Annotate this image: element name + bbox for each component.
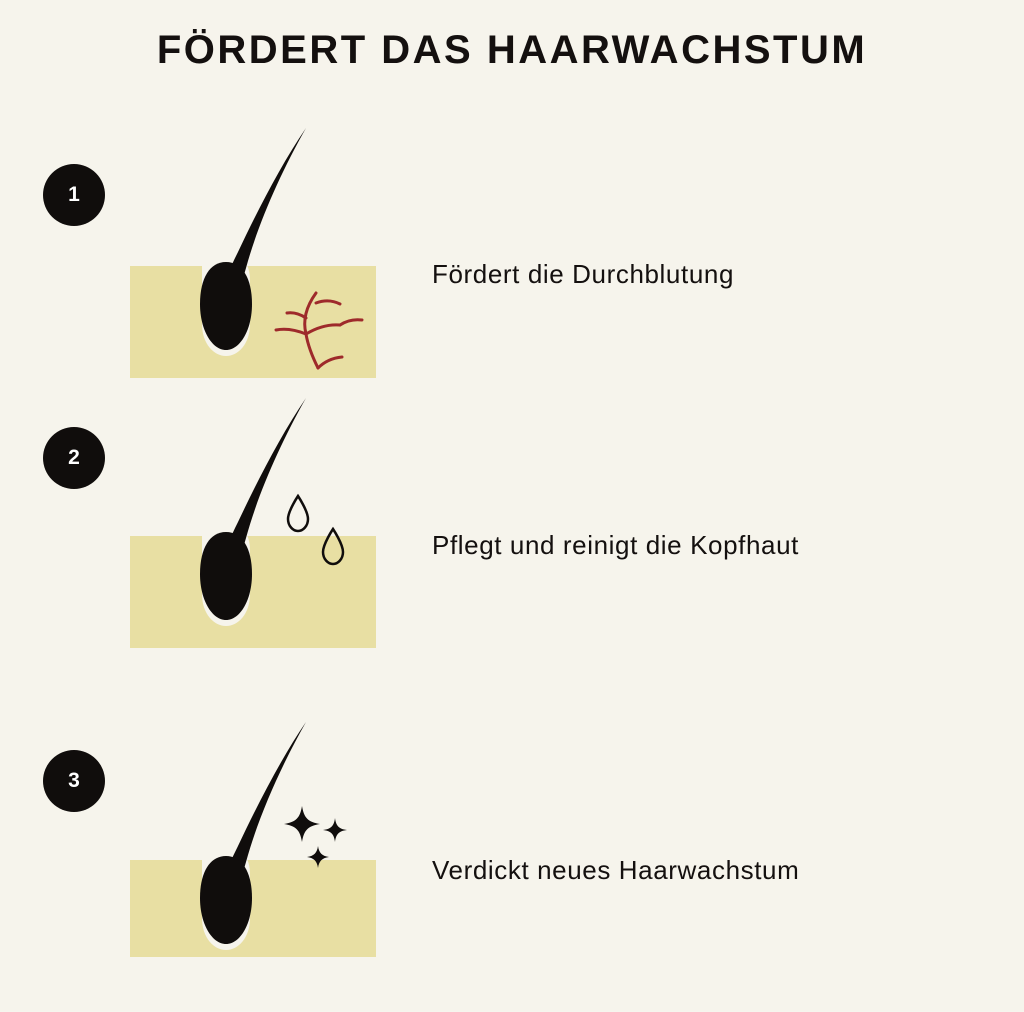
hair-bulb-icon: [200, 532, 252, 620]
step-number-badge-3: 3: [43, 750, 105, 812]
step-row-2: [0, 390, 1024, 690]
step-illustration-3: [130, 722, 376, 992]
step-illustration-1: [130, 128, 376, 398]
step-row-3: [0, 712, 1024, 1012]
hair-bulb-icon: [200, 262, 252, 350]
sparkle-icon: [284, 806, 347, 868]
step-caption-3: Verdickt neues Haarwachstum: [432, 855, 800, 885]
step-illustration-2: [130, 398, 376, 668]
step-number-badge-2: 2: [43, 427, 105, 489]
step-number-badge-1: 1: [43, 164, 105, 226]
scalp-block-icon: [130, 536, 376, 648]
page-title: FÖRDERT DAS HAARWACHSTUM: [156, 28, 868, 72]
step-caption-2: Pflegt und reinigt die Kopfhaut: [432, 530, 799, 560]
step-row-1: [0, 128, 1024, 428]
hair-bulb-icon: [200, 856, 252, 944]
step-caption-1: Fördert die Durchblutung: [432, 259, 734, 289]
scalp-block-icon: [130, 860, 376, 957]
scalp-block-icon: [130, 266, 376, 378]
